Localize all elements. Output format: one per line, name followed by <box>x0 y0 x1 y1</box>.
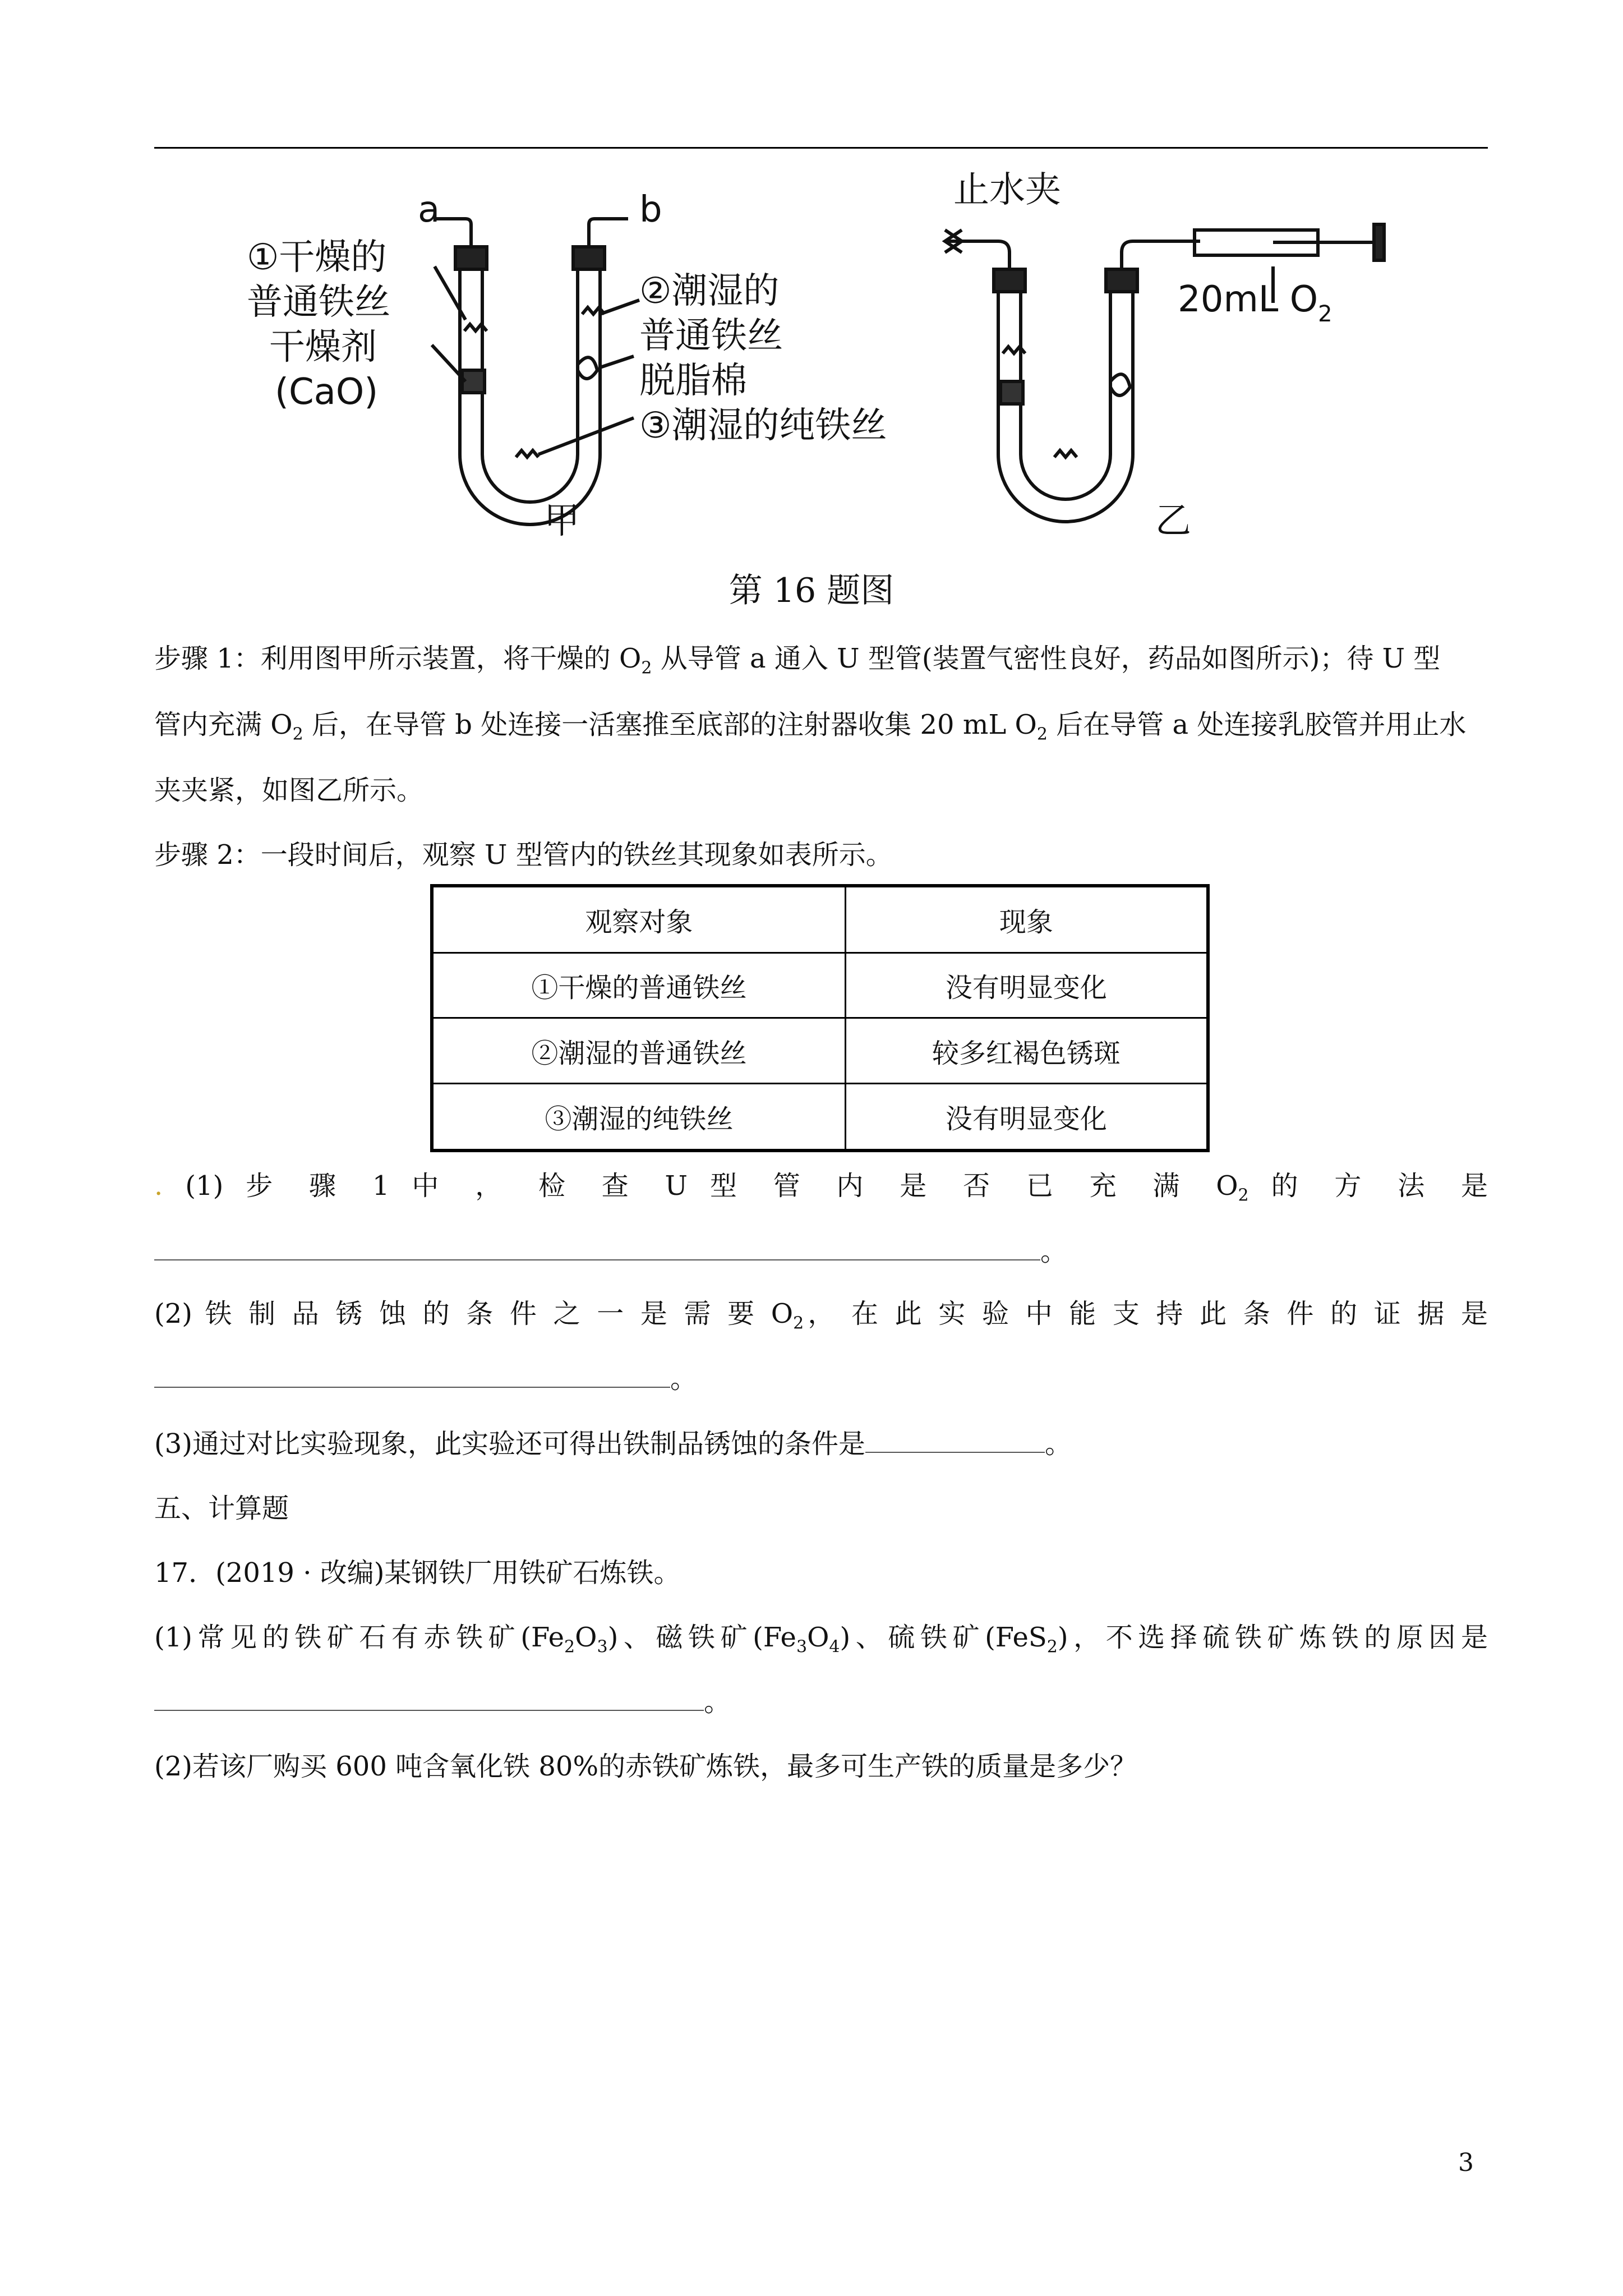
question-2: (2) 铁 制 品 锈 蚀 的 条 件 之 一 是 需 要 $O_2$， 在 此 实 验 中 能 支 持 此 条 件 的 证 据 是 <box>154 1298 1488 1333</box>
label-dry-wire-2: 普通铁丝 <box>247 282 390 323</box>
table-cell: 较多红褐色锈斑 <box>845 1018 1208 1084</box>
table-cell: ②潮湿的普通铁丝 <box>432 1018 845 1084</box>
answer-line-1[interactable]: 。 <box>154 1237 1488 1265</box>
page-number: 3 <box>1458 2148 1474 2177</box>
table-row <box>432 953 1208 1018</box>
label-cotton: 脱脂棉 <box>639 360 747 402</box>
label-wet-wire-1: ②潮湿的 <box>639 270 780 312</box>
label-pure-wire: ③潮湿的纯铁丝 <box>639 405 887 447</box>
wire-3 <box>516 450 538 457</box>
table-header: 观察对象 <box>432 886 845 953</box>
step1-line-2: 管内充满 $O_2$ 后，在导管 b 处连接一活塞推至底部的注射器收集 20 mL $O_2$ 后在导管 a 处连接乳胶管并用止水 <box>154 709 1467 744</box>
label-clamp: 止水夹 <box>953 169 1061 211</box>
label-wet-wire-2: 普通铁丝 <box>639 315 783 357</box>
section-heading: 五、计算题 <box>154 1493 289 1524</box>
figure-caption: 第 16 题图 <box>728 571 895 610</box>
question-17-1: (1)常见的铁矿石有赤铁矿$(Fe_2O_3)$、磁铁矿$(Fe_3O_4)$、硫铁矿(FeS$_2$)，不选择硫铁矿炼铁的原因是 <box>154 1622 1488 1657</box>
question-17-2: (2)若该厂购买 600 吨含氧化铁 80%的赤铁矿炼铁，最多可生产铁的质量是多少？ <box>154 1751 1137 1782</box>
tube-b <box>589 219 628 247</box>
observation-table <box>430 884 1210 1152</box>
answer-line-2[interactable]: 。 <box>154 1364 1488 1392</box>
stopper-left-yi <box>994 269 1025 292</box>
label-b: b <box>639 189 662 231</box>
figure-16 <box>247 163 1402 555</box>
answer-line-17-1[interactable]: 。 <box>154 1687 1488 1715</box>
tube-b-yi <box>1122 241 1200 269</box>
question-1: . (1) 步 骤 1 中 ， 检 查 U 型 管 内 是 否 已 充 满 $O_2$ 的 方 法 是 <box>154 1170 1488 1205</box>
question-17-stem: 17．(2019 · 改编)某钢铁厂用铁矿石炼铁。 <box>154 1557 681 1589</box>
figure-jia <box>432 219 639 524</box>
step1-line-3: 夹夹紧，如图乙所示。 <box>154 775 424 806</box>
stopper-right-jia <box>573 247 605 269</box>
u-tube-inner-yi <box>1021 286 1110 499</box>
table-row <box>432 1018 1208 1084</box>
question-3: (3)通过对比实验现象，此实验还可得出铁制品锈蚀的条件是 。 <box>154 1428 1072 1460</box>
step1-line-1: 步骤 1：利用图甲所示装置，将干燥的 $O_2$ 从导管 a 通入 U 型管(装置气密性良好，药品如图所示)；待 U 型 <box>154 643 1441 678</box>
table-cell: 没有明显变化 <box>845 953 1208 1018</box>
step2-text: 步骤 2：一段时间后，观察 U 型管内的铁丝其现象如表所示。 <box>154 839 893 871</box>
u-tube-inner-jia <box>482 264 578 502</box>
label-desiccant: 干燥剂 <box>269 326 377 368</box>
answer-line-3[interactable] <box>865 1429 1045 1453</box>
figure-yi <box>945 224 1384 522</box>
table-header-row <box>432 886 1208 953</box>
stopper-right-yi <box>1106 269 1137 292</box>
label-syringe: 20mL $O_2$ <box>1178 279 1332 327</box>
label-a: a <box>418 189 440 231</box>
cotton-jia <box>578 357 597 379</box>
table-cell: 没有明显变化 <box>845 1084 1208 1151</box>
stopper-left-jia <box>455 247 487 269</box>
label-cao: (CaO) <box>275 371 379 413</box>
label-yi: 乙 <box>1155 500 1191 542</box>
table-header: 现象 <box>845 886 1208 953</box>
tube-a <box>435 219 471 247</box>
table-row <box>432 1084 1208 1151</box>
table-cell: ①干燥的普通铁丝 <box>432 953 845 1018</box>
header-rule <box>154 147 1488 149</box>
label-dry-wire-1: ①干燥的 <box>247 237 387 278</box>
table-cell: ③潮湿的纯铁丝 <box>432 1084 845 1151</box>
label-jia: 甲 <box>544 500 580 542</box>
